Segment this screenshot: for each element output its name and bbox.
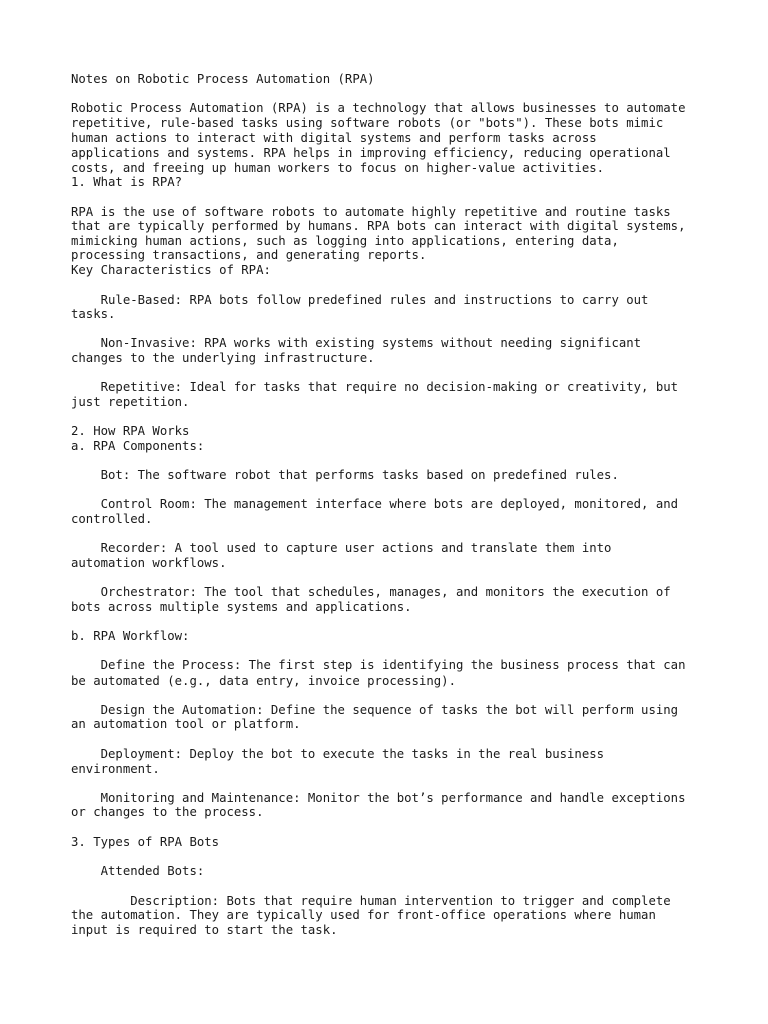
attended-bots-description-line: the automation. They are typically used for front-office operations where human — [71, 908, 656, 922]
rpa-workflow-heading: b. RPA Workflow: — [71, 629, 190, 643]
section-1-paragraph-line: processing transactions, and generating reports. — [71, 248, 427, 262]
workflow-design-automation-cont: an automation tool or platform. — [71, 717, 301, 731]
attended-bots-description-line: Description: Bots that require human intervention to trigger and complete — [71, 894, 671, 908]
workflow-deployment: Deployment: Deploy the bot to execute the tasks in the real business — [71, 747, 605, 761]
attended-bots-description-line: input is required to start the task. — [71, 923, 338, 937]
component-orchestrator-cont: bots across multiple systems and applications. — [71, 600, 412, 614]
section-1-paragraph-line: RPA is the use of software robots to automate highly repetitive and routine tasks — [71, 205, 671, 219]
workflow-deployment-cont: environment. — [71, 762, 160, 776]
section-2-heading: 2. How RPA Works — [71, 424, 190, 438]
characteristic-non-invasive: Non-Invasive: RPA works with existing systems without needing significant — [71, 336, 642, 350]
component-control-room-cont: controlled. — [71, 512, 153, 526]
component-recorder: Recorder: A tool used to capture user actions and translate them into — [71, 541, 612, 555]
key-characteristics-heading: Key Characteristics of RPA: — [71, 263, 271, 277]
characteristic-rule-based-cont: tasks. — [71, 307, 116, 321]
workflow-define-process-cont: be automated (e.g., data entry, invoice processing). — [71, 674, 456, 688]
section-1-paragraph-line: mimicking human actions, such as logging into applications, entering data, — [71, 234, 619, 248]
component-bot: Bot: The software robot that performs tasks based on predefined rules. — [71, 468, 619, 482]
intro-line: Robotic Process Automation (RPA) is a technology that allows businesses to automate — [71, 101, 686, 115]
characteristic-non-invasive-cont: changes to the underlying infrastructure. — [71, 351, 375, 365]
component-orchestrator: Orchestrator: The tool that schedules, manages, and monitors the execution of — [71, 585, 671, 599]
intro-line: applications and systems. RPA helps in improving efficiency, reducing operational — [71, 146, 671, 160]
intro-line: costs, and freeing up human workers to focus on higher-value activities. — [71, 161, 605, 175]
intro-line: repetitive, rule-based tasks using software robots (or "bots"). These bots mimic — [71, 116, 664, 130]
attended-bots-heading: Attended Bots: — [71, 864, 205, 878]
characteristic-repetitive-cont: just repetition. — [71, 395, 190, 409]
rpa-components-heading: a. RPA Components: — [71, 439, 205, 453]
component-recorder-cont: automation workflows. — [71, 556, 227, 570]
characteristic-repetitive: Repetitive: Ideal for tasks that require no decision-making or creativity, but — [71, 380, 679, 394]
section-1-paragraph-line: that are typically performed by humans. RPA bots can interact with digital systems, — [71, 219, 686, 233]
workflow-monitoring: Monitoring and Maintenance: Monitor the bot’s performance and handle exceptions — [71, 791, 686, 805]
section-1-heading: 1. What is RPA? — [71, 175, 183, 189]
section-3-heading: 3. Types of RPA Bots — [71, 835, 220, 849]
intro-line: human actions to interact with digital systems and perform tasks across — [71, 131, 597, 145]
workflow-design-automation: Design the Automation: Define the sequence of tasks the bot will perform using — [71, 703, 679, 717]
component-control-room: Control Room: The management interface where bots are deployed, monitored, and — [71, 497, 679, 511]
characteristic-rule-based: Rule-Based: RPA bots follow predefined rules and instructions to carry out — [71, 293, 649, 307]
document-title: Notes on Robotic Process Automation (RPA) — [71, 72, 375, 86]
workflow-monitoring-cont: or changes to the process. — [71, 805, 264, 819]
workflow-define-process: Define the Process: The first step is identifying the business process that can — [71, 658, 686, 672]
